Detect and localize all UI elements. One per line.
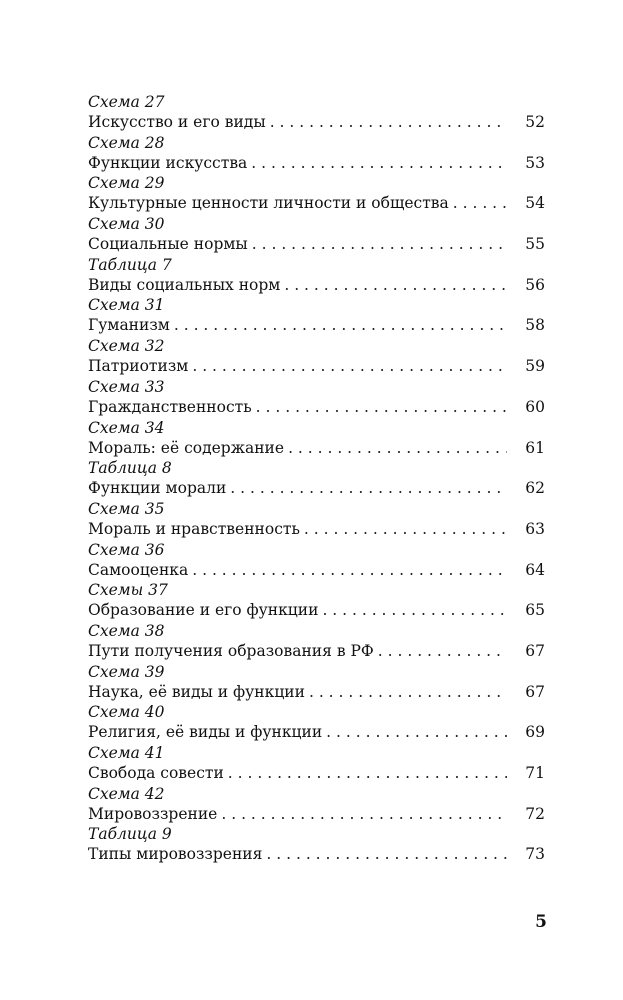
toc-entry[interactable] — [88, 621, 545, 662]
toc-entry-line — [88, 722, 545, 742]
toc-entry-page: 72 — [525, 804, 545, 823]
toc-entry[interactable] — [88, 295, 545, 336]
toc-entry[interactable] — [88, 784, 545, 825]
toc-entry[interactable] — [88, 418, 545, 459]
toc-entry-title: Мораль и нравственность — [88, 519, 300, 538]
toc-entry-line — [88, 804, 545, 824]
dot-leader — [251, 153, 507, 173]
toc-entry-line — [88, 397, 545, 417]
toc-entry-label: Схема 27 — [88, 93, 165, 111]
toc-entry-page: 60 — [525, 397, 545, 416]
toc-entry[interactable] — [88, 255, 545, 296]
toc-entry-line — [88, 315, 545, 335]
toc-entry-label: Таблица 7 — [88, 255, 172, 274]
toc-entry-title: Свобода совести — [88, 764, 224, 782]
toc-entry-label: Схема 29 — [88, 174, 165, 193]
toc-entry-page: 67 — [525, 641, 545, 660]
toc-entry[interactable] — [88, 743, 545, 784]
toc-entry-line — [88, 763, 545, 783]
toc-entry-label: Схема 31 — [88, 296, 165, 315]
toc-entry-page: 61 — [525, 438, 545, 457]
toc-entry-label: Схема 28 — [88, 133, 165, 152]
toc-entry-line — [88, 600, 545, 620]
toc-entry-page: 62 — [525, 479, 545, 498]
toc-entry-page: 52 — [525, 113, 545, 131]
toc-entry-label: Схема 39 — [88, 662, 165, 681]
toc-entry-title: Мировоззрение — [88, 804, 218, 823]
toc-entry-page: 73 — [525, 845, 545, 864]
dot-leader — [288, 438, 507, 458]
toc-entry-page: 71 — [525, 764, 545, 782]
toc-entry-title: Функции морали — [88, 479, 227, 498]
toc-entry-line — [88, 641, 545, 661]
toc-entry-page: 54 — [525, 194, 545, 213]
toc-entry[interactable] — [88, 540, 545, 581]
page-number: 5 — [535, 912, 547, 932]
toc-entry-line — [88, 275, 545, 295]
toc-entry[interactable] — [88, 702, 545, 743]
toc-entry-line — [88, 478, 545, 498]
toc-entry-line — [88, 844, 545, 864]
dot-leader — [284, 275, 507, 295]
toc-entry-title: Наука, её виды и функции — [88, 682, 305, 701]
toc-entry-label: Схема 33 — [88, 377, 165, 396]
dot-leader — [221, 804, 507, 824]
toc-entry-page: 55 — [525, 235, 545, 254]
toc-entry-label: Схема 41 — [88, 744, 165, 762]
toc-entry[interactable] — [88, 336, 545, 377]
toc-entry-label: Схема 38 — [88, 621, 165, 640]
toc-entry-page: 53 — [525, 153, 545, 172]
toc-entry-page: 63 — [525, 519, 545, 538]
toc-entry-line — [88, 153, 545, 173]
dot-leader — [230, 478, 507, 498]
toc-entry-label: Схема 42 — [88, 784, 165, 803]
toc-entry-label: Схема 40 — [88, 703, 165, 722]
dot-leader — [453, 193, 507, 213]
toc-entry-label: Схема 34 — [88, 418, 165, 437]
toc-entry-title: Пути получения образования в РФ — [88, 641, 374, 660]
toc-entry-title: Самооценка — [88, 560, 189, 579]
toc-entry[interactable] — [88, 458, 545, 499]
toc-entry-page: 65 — [525, 601, 545, 620]
toc-entry-page: 64 — [525, 560, 545, 579]
toc-entry-title: Функции искусства — [88, 153, 248, 172]
toc-entry-page: 67 — [525, 682, 545, 701]
toc-entry[interactable] — [88, 662, 545, 703]
dot-leader — [304, 519, 507, 539]
toc-entry-page: 58 — [525, 316, 545, 335]
toc-entry-title: Культурные ценности личности и общества — [88, 194, 449, 213]
toc-entry-label: Схема 32 — [88, 337, 165, 356]
toc-entry-line — [88, 193, 545, 213]
table-of-contents — [88, 92, 545, 865]
dot-leader — [252, 234, 507, 254]
toc-entry-title: Социальные нормы — [88, 235, 248, 254]
toc-entry[interactable] — [88, 499, 545, 540]
toc-entry[interactable] — [88, 92, 545, 133]
dot-leader — [378, 641, 507, 661]
toc-entry-page: 69 — [525, 723, 545, 742]
dot-leader — [266, 844, 507, 864]
toc-entry[interactable] — [88, 214, 545, 255]
toc-entry[interactable] — [88, 580, 545, 621]
toc-entry-line — [88, 112, 545, 132]
toc-entry-label: Таблица 8 — [88, 459, 172, 478]
toc-entry-label: Таблица 9 — [88, 825, 172, 844]
toc-entry-line — [88, 519, 545, 539]
dot-leader — [192, 356, 507, 376]
toc-entry-label: Схема 30 — [88, 215, 165, 234]
toc-entry[interactable] — [88, 133, 545, 174]
toc-entry-line — [88, 682, 545, 702]
toc-entry-line — [88, 234, 545, 254]
toc-entry-title: Гражданственность — [88, 397, 252, 416]
toc-entry-title: Искусство и его виды — [88, 113, 266, 131]
toc-entry-line — [88, 356, 545, 376]
toc-entry[interactable] — [88, 173, 545, 214]
toc-entry-label: Схема 36 — [88, 540, 165, 559]
toc-entry-title: Образование и его функции — [88, 601, 319, 620]
dot-leader — [309, 682, 507, 702]
dot-leader — [174, 315, 507, 335]
toc-entry-page: 56 — [525, 275, 545, 294]
toc-entry-label: Схема 35 — [88, 499, 165, 518]
dot-leader — [256, 397, 507, 417]
dot-leader — [322, 600, 507, 620]
toc-entry-line — [88, 438, 545, 458]
toc-entry-title: Мораль: её содержание — [88, 438, 285, 457]
toc-entry-title: Гуманизм — [88, 316, 170, 335]
toc-entry-title: Типы мировоззрения — [88, 845, 263, 864]
toc-entry-title: Религия, её виды и функции — [88, 723, 323, 742]
toc-entry-page: 59 — [525, 357, 545, 376]
toc-entry-title: Виды социальных норм — [88, 275, 281, 294]
dot-leader — [192, 560, 507, 580]
toc-entry-line — [88, 560, 545, 580]
toc-entry[interactable] — [88, 377, 545, 418]
dot-leader — [326, 722, 507, 742]
toc-entry-label: Схемы 37 — [88, 581, 168, 600]
dot-leader — [228, 763, 507, 783]
toc-entry-title: Патриотизм — [88, 357, 189, 376]
dot-leader — [270, 112, 507, 132]
toc-entry[interactable] — [88, 824, 545, 865]
